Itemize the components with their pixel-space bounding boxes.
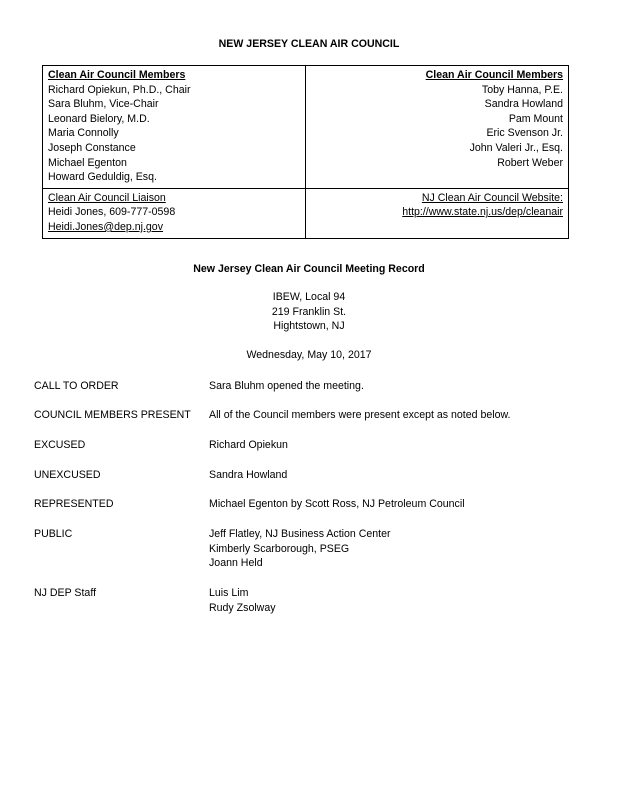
record-value bbox=[209, 438, 589, 453]
address-line: IBEW, Local 94 bbox=[272, 291, 346, 303]
record-value-line: Rudy Zsolway bbox=[209, 601, 276, 614]
record-label: CALL TO ORDER bbox=[34, 380, 119, 392]
meeting-date: Wednesday, May 10, 2017 bbox=[246, 349, 372, 361]
meeting-address bbox=[0, 290, 618, 334]
record-value-line: Richard Opiekun bbox=[209, 439, 288, 451]
address-line: Hightstown, NJ bbox=[273, 320, 345, 333]
member-name: Richard Opiekun, Ph.D., Chair bbox=[48, 83, 191, 96]
member-name: Howard Geduldig, Esq. bbox=[48, 171, 157, 184]
liaison-label: Clean Air Council Liaison bbox=[48, 191, 166, 204]
record-label: NJ DEP Staff bbox=[34, 587, 97, 599]
record-label: UNEXCUSED bbox=[34, 469, 101, 481]
members-table bbox=[42, 65, 569, 239]
member-name: Maria Connolly bbox=[48, 127, 119, 140]
left-members-cell bbox=[43, 66, 306, 189]
website-link[interactable]: http://www.state.nj.us/dep/cleanair bbox=[402, 206, 563, 219]
record-value-line: All of the Council members were present except as noted below. bbox=[209, 409, 511, 421]
record-value-line: Kimberly Scarborough, PSEG bbox=[209, 542, 350, 555]
record-value-line: Joann Held bbox=[209, 557, 263, 570]
right-members-cell bbox=[306, 66, 569, 189]
record-value-line: Sara Bluhm opened the meeting. bbox=[209, 380, 364, 392]
website-cell bbox=[306, 188, 569, 238]
record-value-line: Jeff Flatley, NJ Business Action Center bbox=[209, 528, 391, 540]
member-name: Sandra Howland bbox=[484, 98, 563, 111]
record-value-line: Luis Lim bbox=[209, 587, 249, 599]
record-label: COUNCIL MEMBERS PRESENT bbox=[34, 409, 191, 421]
record-value-line: Michael Egenton by Scott Ross, NJ Petroleum Council bbox=[209, 498, 465, 510]
meeting-record-title: New Jersey Clean Air Council Meeting Record bbox=[193, 263, 425, 275]
liaison-cell bbox=[43, 188, 306, 238]
right-members-header: Clean Air Council Members bbox=[425, 69, 563, 81]
record-value bbox=[209, 468, 589, 483]
record-label: PUBLIC bbox=[34, 528, 73, 540]
record-value bbox=[209, 379, 589, 394]
liaison-contact: Heidi Jones, 609-777-0598 bbox=[48, 206, 176, 219]
website-label: NJ Clean Air Council Website: bbox=[421, 191, 563, 204]
address-line: 219 Franklin St. bbox=[271, 305, 347, 318]
record-value bbox=[209, 408, 589, 423]
member-name: Michael Egenton bbox=[48, 156, 127, 169]
member-name: Robert Weber bbox=[497, 156, 563, 169]
record-value-line: Sandra Howland bbox=[209, 469, 288, 481]
member-name: Pam Mount bbox=[508, 112, 563, 125]
page-title: NEW JERSEY CLEAN AIR COUNCIL bbox=[218, 38, 400, 50]
record-label: EXCUSED bbox=[34, 439, 86, 451]
left-members-header: Clean Air Council Members bbox=[48, 69, 186, 81]
member-name: Leonard Bielory, M.D. bbox=[48, 112, 150, 125]
record-label: REPRESENTED bbox=[34, 498, 114, 510]
liaison-email-link[interactable]: Heidi.Jones@dep.nj.gov bbox=[48, 220, 163, 233]
member-name: Toby Hanna, P.E. bbox=[481, 83, 563, 96]
member-name: Joseph Constance bbox=[48, 141, 136, 154]
member-name: Sara Bluhm, Vice-Chair bbox=[48, 98, 159, 111]
record-value bbox=[209, 497, 589, 512]
record-value bbox=[209, 527, 589, 571]
record-value bbox=[209, 586, 589, 615]
member-name: Eric Svenson Jr. bbox=[486, 127, 563, 140]
member-name: John Valeri Jr., Esq. bbox=[469, 141, 563, 154]
